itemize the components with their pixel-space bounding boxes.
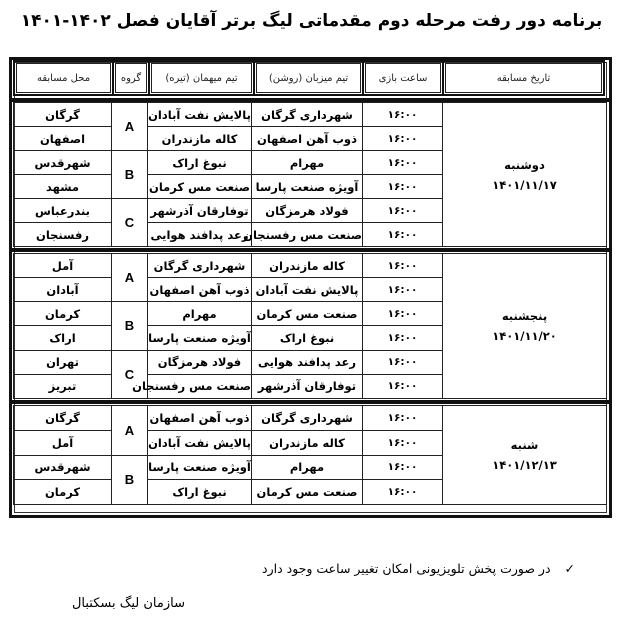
group-cell: B bbox=[112, 302, 148, 350]
time-cell: ۱۶:۰۰ bbox=[363, 302, 443, 326]
guest-team-cell: توفارقان آذرشهر bbox=[148, 199, 252, 223]
organization-signature: سازمان لیگ بسکتبال bbox=[71, 596, 185, 611]
time-cell: ۱۶:۰۰ bbox=[363, 175, 443, 199]
guest-team-cell: آویژه صنعت پارسا bbox=[148, 455, 252, 480]
guest-team-cell: نبوغ اراک bbox=[148, 480, 252, 505]
table-row bbox=[14, 406, 607, 431]
guest-team-cell: صنعت مس کرمان bbox=[148, 175, 252, 199]
venue-cell: آمل bbox=[14, 254, 112, 278]
host-team-cell: کاله مازندران bbox=[252, 430, 363, 455]
group-cell: B bbox=[112, 455, 148, 505]
time-cell: ۱۶:۰۰ bbox=[363, 455, 443, 480]
section-2 bbox=[13, 253, 607, 399]
guest-team-cell: ذوب آهن اصفهان bbox=[148, 406, 252, 431]
guest-team-cell: صنعت مس رفسنجان bbox=[148, 374, 252, 398]
venue-cell: گرگان bbox=[14, 406, 112, 431]
host-team-cell: فولاد هرمزگان bbox=[252, 199, 363, 223]
day-name: دوشنبه bbox=[504, 157, 545, 172]
time-cell: ۱۶:۰۰ bbox=[363, 199, 443, 223]
group-cell: B bbox=[112, 151, 148, 199]
group-cell: C bbox=[112, 199, 148, 247]
host-team-cell: آویژه صنعت پارسا bbox=[252, 175, 363, 199]
guest-team-cell: آویژه صنعت پارسا bbox=[148, 326, 252, 350]
time-cell: ۱۶:۰۰ bbox=[363, 254, 443, 278]
guest-team-cell: نبوغ اراک bbox=[148, 151, 252, 175]
header-guest-team: تیم میهمان (تیره) bbox=[151, 63, 252, 93]
table-header-row bbox=[13, 63, 608, 93]
venue-cell: شهرقدس bbox=[14, 151, 112, 175]
group-cell: A bbox=[112, 254, 148, 302]
date-value: ۱۴۰۱/۱۱/۲۰ bbox=[492, 329, 557, 343]
host-team-cell: ذوب آهن اصفهان bbox=[252, 127, 363, 151]
time-cell: ۱۶:۰۰ bbox=[363, 374, 443, 398]
venue-cell: رفسنجان bbox=[14, 223, 112, 247]
tv-broadcast-note bbox=[0, 561, 575, 576]
section-divider bbox=[12, 400, 609, 404]
venue-cell: اراک bbox=[14, 326, 112, 350]
host-team-cell: صنعت مس کرمان bbox=[252, 302, 363, 326]
section-1 bbox=[13, 102, 607, 247]
host-team-cell: مهرام bbox=[252, 455, 363, 480]
table-row bbox=[14, 103, 607, 127]
venue-cell: بندرعباس bbox=[14, 199, 112, 223]
header-date: تاریخ مسابقه bbox=[445, 63, 602, 93]
venue-cell: آمل bbox=[14, 430, 112, 455]
guest-team-cell: ذوب آهن اصفهان bbox=[148, 278, 252, 302]
guest-team-cell: شهرداری گرگان bbox=[148, 254, 252, 278]
day-name: پنجشنبه bbox=[501, 309, 548, 323]
guest-team-cell: کاله مازندران bbox=[148, 127, 252, 151]
venue-cell: گرگان bbox=[14, 103, 112, 127]
section-3 bbox=[13, 405, 607, 505]
host-team-cell: شهرداری گرگان bbox=[252, 103, 363, 127]
host-team-cell: رعد پدافند هوایی bbox=[252, 350, 363, 374]
time-cell: ۱۶:۰۰ bbox=[363, 350, 443, 374]
schedule-table bbox=[9, 57, 612, 518]
check-icon: ✓ bbox=[564, 561, 575, 576]
date-value: ۱۴۰۱/۱۲/۱۳ bbox=[492, 458, 557, 472]
header-group: گروه bbox=[115, 63, 147, 93]
table-row bbox=[14, 254, 607, 278]
section-divider bbox=[12, 248, 609, 252]
guest-team-cell: پالایش نفت آبادان bbox=[148, 430, 252, 455]
group-cell: A bbox=[112, 103, 148, 151]
page-title: برنامه دور رفت مرحله دوم مقدماتی لیگ برتر آقایان فصل ۱۴۰۲-۱۴۰۱ bbox=[20, 11, 603, 31]
time-cell: ۱۶:۰۰ bbox=[363, 406, 443, 431]
time-cell: ۱۶:۰۰ bbox=[363, 480, 443, 505]
venue-cell: کرمان bbox=[14, 302, 112, 326]
venue-cell: تبریز bbox=[14, 374, 112, 398]
host-team-cell: نبوغ اراک bbox=[252, 326, 363, 350]
guest-team-cell: فولاد هرمزگان bbox=[148, 350, 252, 374]
header-host-team: تیم میزبان (روشن) bbox=[256, 63, 361, 93]
guest-team-cell: پالایش نفت آبادان bbox=[148, 103, 252, 127]
venue-cell: کرمان bbox=[14, 480, 112, 505]
date-cell bbox=[443, 406, 607, 505]
venue-cell: آبادان bbox=[14, 278, 112, 302]
host-team-cell: پالایش نفت آبادان bbox=[252, 278, 363, 302]
time-cell: ۱۶:۰۰ bbox=[363, 430, 443, 455]
group-cell: A bbox=[112, 406, 148, 456]
header-venue: محل مسابقه bbox=[16, 63, 111, 93]
time-cell: ۱۶:۰۰ bbox=[363, 127, 443, 151]
venue-cell: شهرقدس bbox=[14, 455, 112, 480]
host-team-cell: کاله مازندران bbox=[252, 254, 363, 278]
venue-cell: مشهد bbox=[14, 175, 112, 199]
host-team-cell: صنعت مس کرمان bbox=[252, 480, 363, 505]
host-team-cell: توفارقان آذرشهر bbox=[252, 374, 363, 398]
guest-team-cell: مهرام bbox=[148, 302, 252, 326]
date-cell bbox=[443, 254, 607, 399]
time-cell: ۱۶:۰۰ bbox=[363, 151, 443, 175]
group-cell: C bbox=[112, 350, 148, 398]
time-cell: ۱۶:۰۰ bbox=[363, 326, 443, 350]
venue-cell: تهران bbox=[14, 350, 112, 374]
host-team-cell: صنعت مس رفسنجان bbox=[252, 223, 363, 247]
venue-cell: اصفهان bbox=[14, 127, 112, 151]
host-team-cell: شهرداری گرگان bbox=[252, 406, 363, 431]
date-value: ۱۴۰۱/۱۱/۱۷ bbox=[492, 177, 557, 192]
time-cell: ۱۶:۰۰ bbox=[363, 278, 443, 302]
header-time: ساعت بازی bbox=[365, 63, 441, 93]
date-cell bbox=[443, 103, 607, 247]
day-name: شنبه bbox=[510, 438, 539, 452]
time-cell: ۱۶:۰۰ bbox=[363, 103, 443, 127]
guest-team-cell: رعد پدافند هوایی bbox=[148, 223, 252, 247]
note-text: در صورت پخش تلویزیونی امکان تغییر ساعت وجود دارد bbox=[262, 561, 551, 576]
time-cell: ۱۶:۰۰ bbox=[363, 223, 443, 247]
host-team-cell: مهرام bbox=[252, 151, 363, 175]
